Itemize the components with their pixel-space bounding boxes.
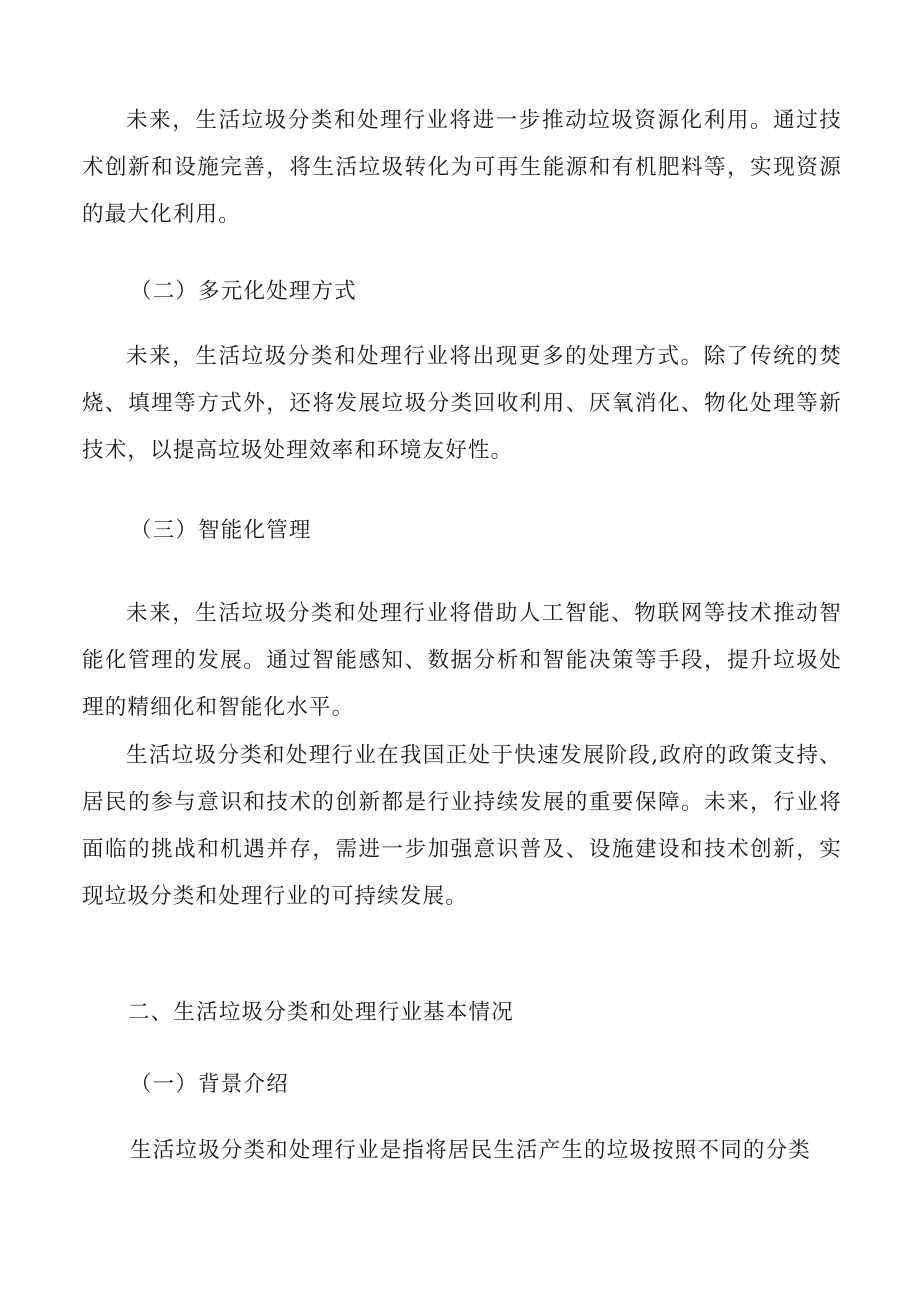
paragraph-summary: 生活垃圾分类和处理行业在我国正处于快速发展阶段,政府的政策支持、居民的参与意识和技术的创新都是行业持续发展的重要保障。未来，行业将面临的挑战和机遇并存，需进一步加强意识普及、设施建设和技术创新，实现垃圾分类和处理行业的可持续发展。 [82,743,842,909]
paragraph-background: 生活垃圾分类和处理行业是指将居民生活产生的垃圾按照不同的分类 [130,1138,812,1163]
paragraph-intelligent-management: 未来，生活垃圾分类和处理行业将借助人工智能、物联网等技术推动智能化管理的发展。通过智能感知、数据分析和智能决策等手段，提升垃圾处理的精细化和智能化水平。 [82,601,842,720]
heading-intelligent-management: （三）智能化管理 [130,518,312,543]
heading-background: （一）背景介绍 [130,1072,289,1097]
heading-diversified-treatment: （二）多元化处理方式 [130,279,358,304]
paragraph-diversified-treatment: 未来，生活垃圾分类和处理行业将出现更多的处理方式。除了传统的焚烧、填埋等方式外，还将发展垃圾分类回收利用、厌氧消化、物化处理等新技术，以提高垃圾处理效率和环境友好性。 [82,344,842,463]
section-heading-basic-situation: 二、生活垃圾分类和处理行业基本情况 [128,1000,514,1025]
paragraph-resource-utilization: 未来，生活垃圾分类和处理行业将进一步推动垃圾资源化利用。通过技术创新和设施完善，将生活垃圾转化为可再生能源和有机肥料等，实现资源的最大化利用。 [82,108,842,227]
